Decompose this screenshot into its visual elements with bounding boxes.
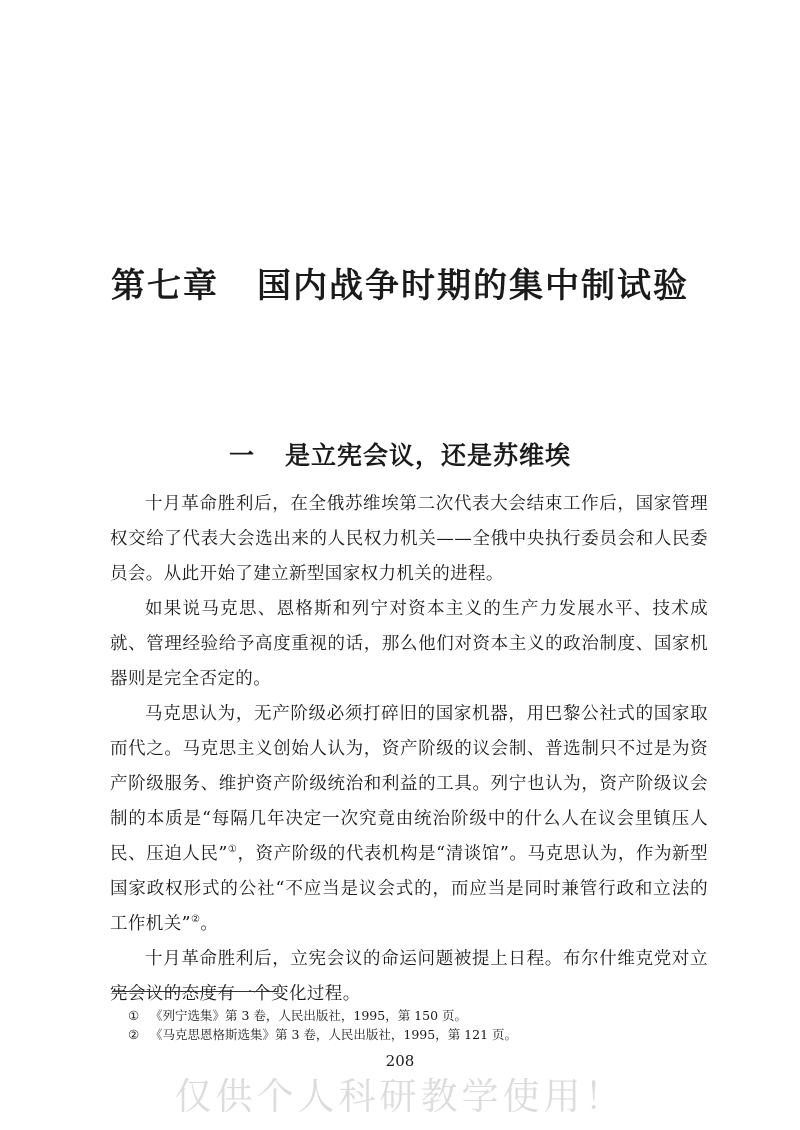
footnote-text: 《马克思恩格斯选集》第 3 卷，人民出版社，1995，第 121 页。 [150, 1027, 518, 1042]
paragraph-text: ，资产阶级的代表机构是“清谈馆”。马克思认为，作为新型国家政权形式的公社“不应当是议会式的，而应当是同时兼管行政和立法的工作机关” [110, 844, 708, 934]
footnote-ref-1: ① [227, 844, 238, 856]
footnote-mark: ① [128, 1008, 140, 1023]
paragraph-text: 。 [200, 914, 219, 934]
paragraph: 十月革命胜利后，立宪会议的命运问题被提上日程。布尔什维克党对立宪会议的态度有一个变化过程。 [110, 949, 708, 1004]
chapter-title-text: 国内战争时期的集中制试验 [257, 266, 689, 306]
page-number: 208 [385, 1052, 415, 1070]
footnote [128, 1006, 688, 1025]
section-title-text: 是立宪会议，还是苏维埃 [285, 441, 572, 470]
section-title [0, 436, 800, 472]
footnote [128, 1025, 688, 1044]
paragraph-text: 马克思认为，无产阶级必须打碎旧的国家机器，用巴黎公社式的国家取而代之。马克思主义创始人认为，资产阶级的议会制、普选制只不过是为资产阶级服务、维护资产阶级统治和利益的工具。列宁也认为，资产阶级议会制的本质是“每隔几年决定一次究竟由统治阶级中的什么人在议会里镇压人民、压迫人民” [110, 704, 708, 864]
footnote-mark: ② [128, 1027, 140, 1042]
chapter-number: 第七章 [111, 266, 219, 306]
chapter-title [0, 258, 800, 307]
body-text [110, 487, 708, 1012]
footnotes [128, 1006, 688, 1044]
watermark: 仅供个人科研教学使用！ [174, 1075, 626, 1118]
paragraph: 十月革命胜利后，在全俄苏维埃第二次代表大会结束工作后，国家管理权交给了代表大会选出来的人民权力机关——全俄中央执行委员会和人民委员会。从此开始了建立新型国家权力机关的进程。 [110, 494, 708, 584]
paragraph: 如果说马克思、恩格斯和列宁对资本主义的生产力发展水平、技术成就、管理经验给予高度重视的话，那么他们对资本主义的政治制度、国家机器则是完全否定的。 [110, 599, 708, 689]
paragraph [110, 697, 708, 942]
footnote-divider [112, 991, 278, 992]
section-number: 一 [228, 441, 255, 470]
footnote-text: 《列宁选集》第 3 卷，人民出版社，1995，第 150 页。 [150, 1008, 468, 1023]
footnote-ref-2: ② [190, 914, 201, 926]
